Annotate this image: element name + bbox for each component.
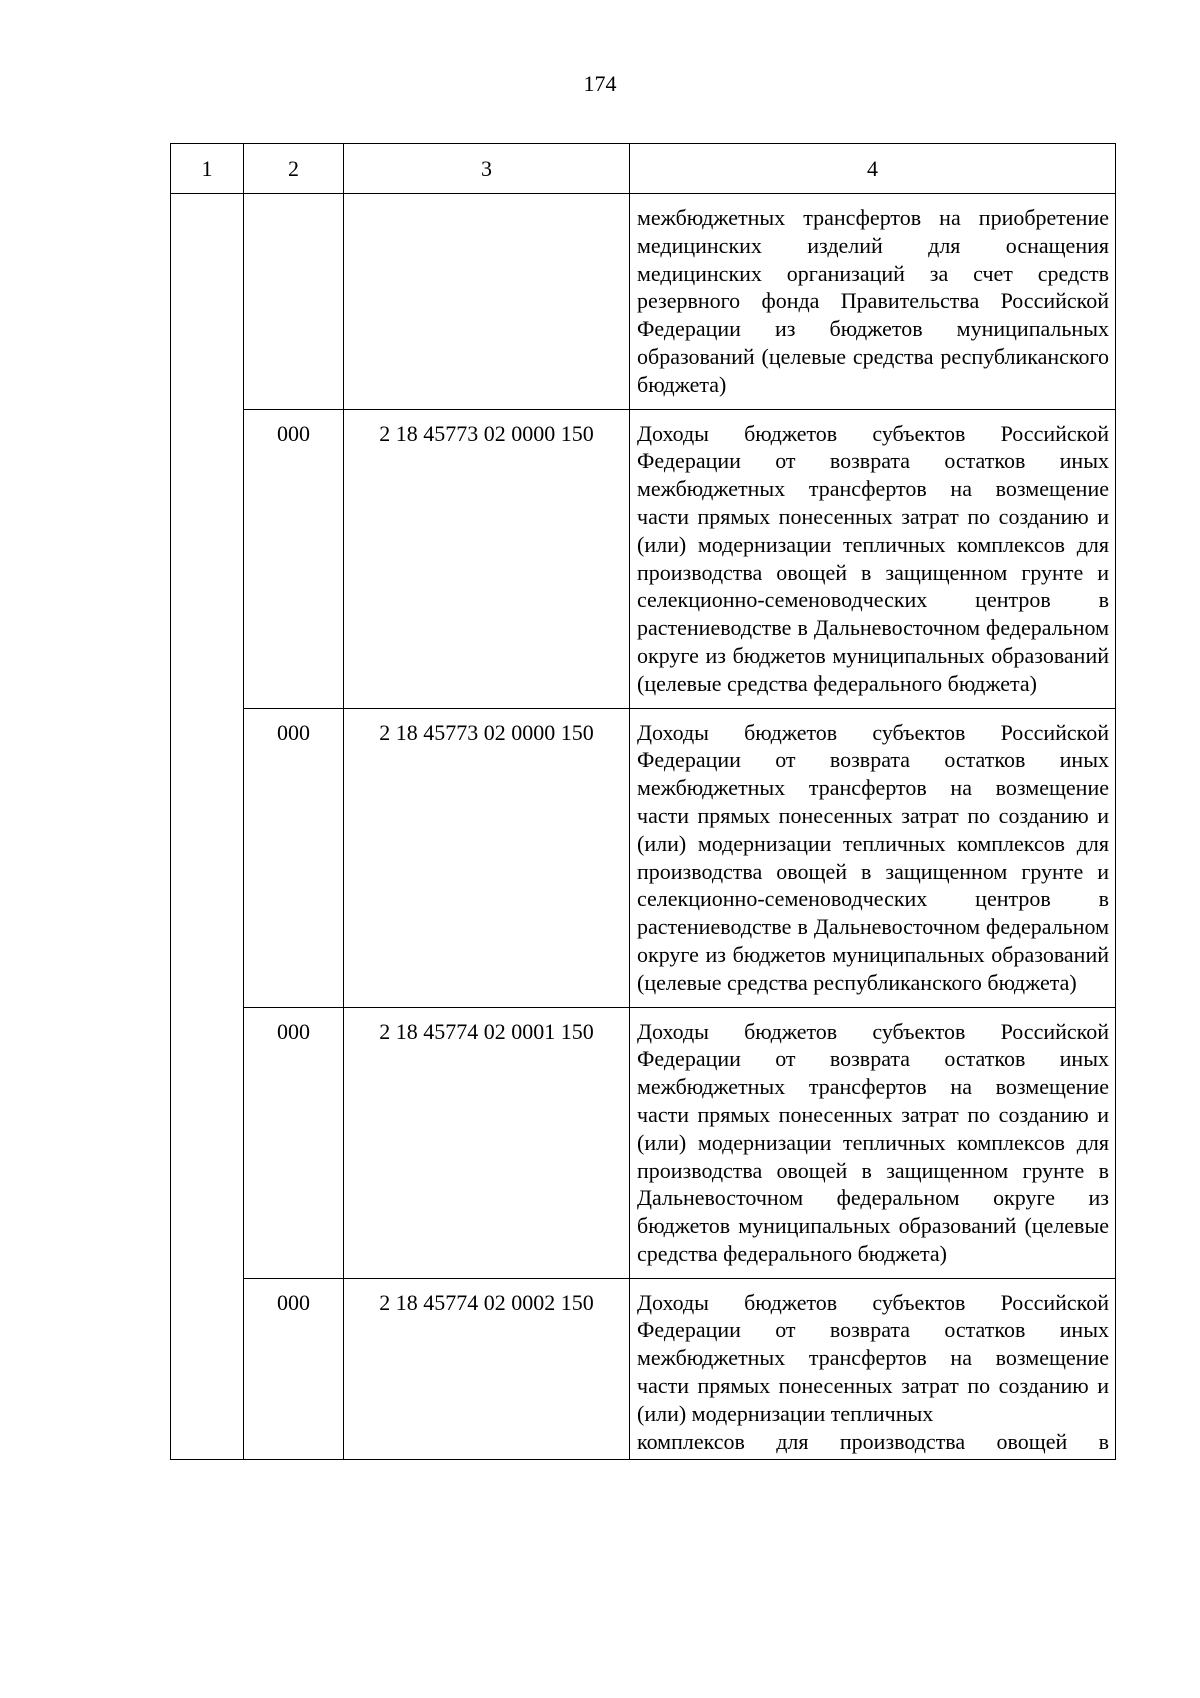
- header-col-4: 4: [630, 144, 1116, 194]
- budget-code-cell-empty: [344, 194, 630, 410]
- admin-code-cell: 000: [244, 1007, 344, 1278]
- admin-code-cell-empty: [244, 194, 344, 410]
- page-number: 174: [583, 71, 617, 96]
- table-row-continuation: [171, 194, 1116, 410]
- description-text-main: Доходы бюджетов субъектов Российской Федерации от возврата остатков иных межбюджетных трансфертов на возмещение части прямых понесенных затрат по созданию и (или) модернизации тепличных: [637, 1289, 1109, 1426]
- table-row-partial: [171, 1278, 1116, 1460]
- budget-code-cell: 2 18 45774 02 0001 150: [344, 1007, 630, 1278]
- table-row: [171, 409, 1116, 708]
- table-header-row: [171, 144, 1116, 194]
- header-col-2: 2: [244, 144, 344, 194]
- budget-code-cell: 2 18 45773 02 0000 150: [344, 409, 630, 708]
- description-text-cut-line: комплексов для производства овощей в: [637, 1428, 1109, 1454]
- budget-code-cell: 2 18 45774 02 0002 150: [344, 1278, 630, 1460]
- description-cell: Доходы бюджетов субъектов Российской Федерации от возврата остатков иных межбюджетных трансфертов на возмещение части прямых понесенных затрат по созданию и (или) модернизации тепличных комплексов для производства овощей в защищенном грунте и селекционно-семеноводческих центров в растениеводстве в Дальневосточном федеральном округе из бюджетов муниципальных образований (целевые средства республиканского бюджета): [630, 708, 1116, 1007]
- col-1-empty-cell: [171, 194, 244, 1460]
- revenue-codes-table: [170, 143, 1116, 1460]
- budget-code-cell: 2 18 45773 02 0000 150: [344, 708, 630, 1007]
- description-cell: Доходы бюджетов субъектов Российской Федерации от возврата остатков иных межбюджетных трансфертов на возмещение части прямых понесенных затрат по созданию и (или) модернизации тепличных комплексов для производства овощей в защищенном грунте и селекционно-семеноводческих центров в растениеводстве в Дальневосточном федеральном округе из бюджетов муниципальных образований (целевые средства федерального бюджета): [630, 409, 1116, 708]
- admin-code-cell: 000: [244, 1278, 344, 1460]
- description-cell: Доходы бюджетов субъектов Российской Федерации от возврата остатков иных межбюджетных трансфертов на возмещение части прямых понесенных затрат по созданию и (или) модернизации тепличных комплексов для производства овощей в защищенном грунте в Дальневосточном федеральном округе из бюджетов муниципальных образований (целевые средства федерального бюджета): [630, 1007, 1116, 1278]
- table-row: [171, 1007, 1116, 1278]
- header-col-1: 1: [171, 144, 244, 194]
- table-row: [171, 708, 1116, 1007]
- description-cell: [630, 1278, 1116, 1460]
- admin-code-cell: 000: [244, 409, 344, 708]
- admin-code-cell: 000: [244, 708, 344, 1007]
- description-cell: межбюджетных трансфертов на приобретение медицинских изделий для оснащения медицинских организаций за счет средств резервного фонда Правительства Российской Федерации из бюджетов муниципальных образований (целевые средства республиканского бюджета): [630, 194, 1116, 410]
- header-col-3: 3: [344, 144, 630, 194]
